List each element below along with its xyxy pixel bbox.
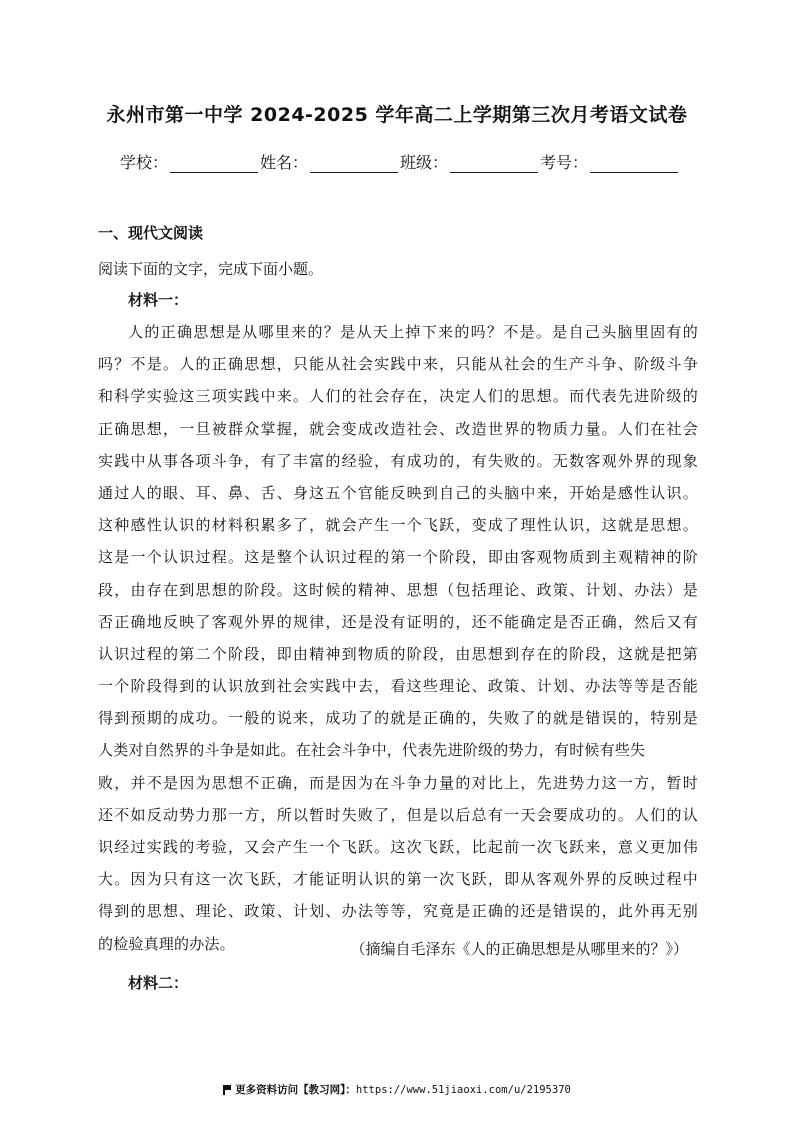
exam-number-blank xyxy=(590,154,678,173)
footer-link[interactable]: https://www.51jiaoxi.com/u/2195370 xyxy=(355,1084,571,1096)
exam-number-label: 考号： xyxy=(540,153,589,172)
exam-title: 永州市第一中学 2024-2025 学年高二上学期第三次月考语文试卷 xyxy=(106,104,688,126)
text-line: 识经过实践的考验，又会产生一个飞跃。这次飞跃，比起前一次飞跃来，意义更加伟 xyxy=(98,838,698,856)
material-one-body xyxy=(98,316,698,960)
text-line: 正确思想，一旦被群众掌握，就会变成改造社会、改造世界的物质力量。人们在社会 xyxy=(98,419,698,438)
text-line: 吗？不是。人的正确思想，只能从社会实践中来，只能从社会的生产斗争、阶级斗争 xyxy=(98,355,698,374)
footer-prefix: 更多资料访问【教习网】： xyxy=(235,1084,356,1096)
text-line: 和科学实验这三项实践中来。人们的社会存在，决定人们的思想。而代表先进阶级的 xyxy=(98,387,698,406)
text-line: 通过人的眼、耳、鼻、舌、身这五个官能反映到自己的头脑中来，开始是感性认识。 xyxy=(98,483,698,502)
section-heading: 一、现代文阅读 xyxy=(98,224,204,242)
text-line: 还不如反动势力那一方，所以暂时失败了，但是以后总有一天会要成功的。人们的认 xyxy=(98,805,698,824)
name-blank xyxy=(310,154,398,173)
text-line: 实践中从事各项斗争，有了丰富的经验，有成功的，有失败的。无数客观外界的现象 xyxy=(98,451,698,470)
material-two-label: 材料二： xyxy=(128,974,189,992)
name-label: 姓名： xyxy=(260,153,309,172)
text-line: 段，由存在到思想的阶段。这时候的精神、思想（包括理论、政策、计划、办法）是 xyxy=(98,580,698,599)
text-line: 得到预期的成功。一般的说来，成功了的就是正确的，失败了的就是错误的，特别是 xyxy=(98,709,698,728)
flag-icon xyxy=(223,1085,231,1094)
reading-instruction: 阅读下面的文字，完成下面小题。 xyxy=(98,260,324,278)
school-blank xyxy=(170,154,258,173)
text-line: 人类对自然界的斗争是如此。在社会斗争中，代表先进阶级的势力，有时候有些失 xyxy=(98,741,646,760)
text-line: 认识过程的第二个阶段，即由精神到物质的阶段，由思想到存在的阶段，这就是把第 xyxy=(98,644,698,663)
text-line: 这是一个认识过程。这是整个认识过程的第一个阶段，即由客观物质到主观精神的阶 xyxy=(98,548,698,567)
class-blank xyxy=(450,154,538,173)
page-footer xyxy=(0,1082,794,1097)
text-line: 得到的思想、理论、政策、计划、办法等等，究竟是正确的还是错误的，此外再无别 xyxy=(98,902,698,921)
text-line: 这种感性认识的材料积累多了，就会产生一个飞跃，变成了理性认识，这就是思想。 xyxy=(98,516,698,535)
class-field xyxy=(400,150,540,173)
class-label: 班级： xyxy=(400,153,449,172)
student-info-row xyxy=(120,150,680,173)
text-line: 大。因为只有这一次飞跃，才能证明认识的第一次飞跃，即从客观外界的反映过程中 xyxy=(98,870,698,889)
school-label: 学校： xyxy=(120,153,169,172)
source-citation: （摘编自毛泽东《人的正确思想是从哪里来的？》） xyxy=(350,940,688,958)
name-field xyxy=(260,150,400,173)
text-line: 否正确地反映了客观外界的规律，还是没有证明的，还不能确定是否正确，然后又有 xyxy=(98,612,698,631)
text-line: 败，并不是因为思想不正确，而是因为在斗争力量的对比上，先进势力这一方，暂时 xyxy=(98,773,698,792)
school-field xyxy=(120,150,260,173)
text-line: 的检验真理的办法。 xyxy=(98,934,235,953)
material-one-label: 材料一： xyxy=(128,291,189,309)
text-line: 人的正确思想是从哪里来的？是从天上掉下来的吗？不是。是自己头脑里固有的 xyxy=(128,323,698,341)
exam-number-field xyxy=(540,150,680,173)
text-line: 一个阶段得到的认识放到社会实践中去，看这些理论、政策、计划、办法等等是否能 xyxy=(98,677,698,696)
